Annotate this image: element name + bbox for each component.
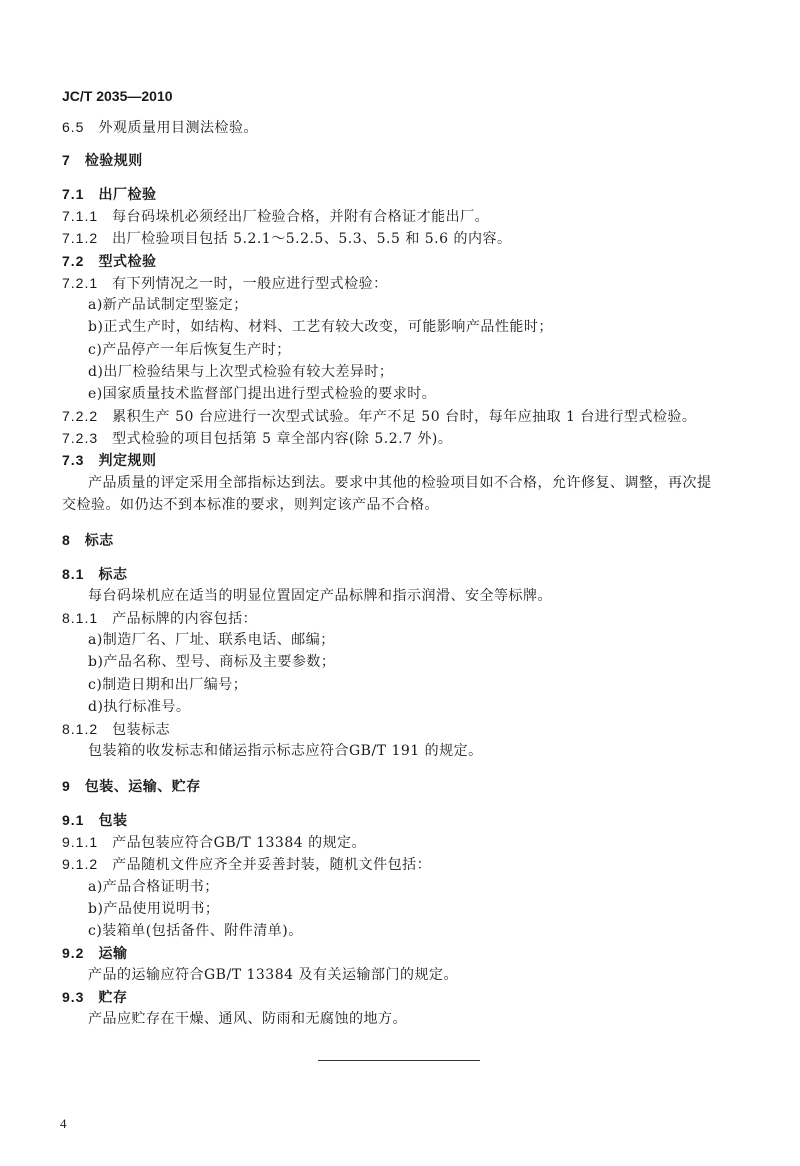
clause-text: 包装标志 <box>112 722 171 738</box>
clause <box>62 720 170 739</box>
list-item <box>88 653 335 671</box>
list-item <box>88 900 219 918</box>
clause-number: 9 <box>62 778 71 794</box>
end-rule <box>318 1060 480 1061</box>
clause-number: 7.1 <box>62 186 85 202</box>
clause <box>62 274 388 293</box>
clause-text: 标志 <box>84 533 114 549</box>
clause-number: 7.2 <box>62 253 85 269</box>
list-item <box>88 878 219 896</box>
clause-text: c)装箱单(包括备件、附件清单)。 <box>88 923 303 939</box>
clause-text: 产品质量的评定采用全部指标达到法。要求中其他的检验项目如不合格，允许修复、调整，再次提 <box>88 475 712 491</box>
paragraph-line <box>88 587 552 605</box>
clause-number: 8.1.2 <box>62 721 99 737</box>
clause-number: 8 <box>62 532 71 548</box>
clause-text: b)正式生产时，如结构、材料、工艺有较大改变，可能影响产品性能时； <box>88 319 553 335</box>
subsection-heading <box>62 451 156 470</box>
clause-text: 包装、运输、贮存 <box>84 779 201 795</box>
clause-text: 交检验。如仍达不到本标准的要求，则判定该产品不合格。 <box>62 497 439 513</box>
clause-text: 产品应贮存在干燥、通风、防雨和无腐蚀的地方。 <box>88 1011 407 1027</box>
clause-text: 产品随机文件应齐全并妥善封装，随机文件包括： <box>112 857 432 873</box>
clause-number: 9.1.2 <box>62 856 99 872</box>
section-heading <box>62 151 143 170</box>
subsection-heading <box>62 944 127 963</box>
paragraph-line <box>88 1010 407 1028</box>
clause-number: 7.1.2 <box>62 230 99 246</box>
clause-number: 7.2.1 <box>62 275 99 291</box>
clause-text: a)新产品试制定型鉴定； <box>88 297 248 313</box>
list-item <box>88 676 247 694</box>
clause-text: c)制造日期和出厂编号； <box>88 677 248 693</box>
clause-text: 包装 <box>98 813 128 829</box>
clause-number: 7.1.1 <box>62 208 99 224</box>
clause-text: 贮存 <box>98 990 128 1006</box>
clause <box>62 407 696 426</box>
clause-text: e)国家质量技术监督部门提出进行型式检验的要求时。 <box>88 386 437 402</box>
clause-text: 判定规则 <box>98 453 157 469</box>
clause-text: 出厂检验 <box>98 187 157 203</box>
clause-text: d)出厂检验结果与上次型式检验有较大差异时； <box>88 364 394 380</box>
clause-text: 检验规则 <box>84 153 143 169</box>
list-item <box>88 363 393 381</box>
list-item <box>88 385 436 403</box>
clause-text: 产品标牌的内容包括： <box>112 611 258 627</box>
clause-number: 6.5 <box>62 119 85 135</box>
clause <box>62 118 258 137</box>
clause-number: 7 <box>62 152 71 168</box>
clause-number: 7.2.3 <box>62 430 99 446</box>
clause-number: 9.3 <box>62 989 85 1005</box>
subsection-heading <box>62 988 127 1007</box>
list-item <box>88 296 248 314</box>
list-item <box>88 341 291 359</box>
clause-number: 9.1.1 <box>62 834 99 850</box>
clause-text: a)制造厂名、厂址、联系电话、邮编； <box>88 632 335 648</box>
clause-number: 8.1 <box>62 566 85 582</box>
clause-text: 出厂检验项目包括 5.2.1～5.2.5、5.3、5.5 和 5.6 的内容。 <box>112 231 512 247</box>
clause-text: b)产品名称、型号、商标及主要参数； <box>88 654 336 670</box>
clause-text: 每台码垛机应在适当的明显位置固定产品标牌和指示润滑、安全等标牌。 <box>88 588 552 604</box>
clause-text: a)产品合格证明书； <box>88 879 219 895</box>
paragraph-line <box>88 742 483 760</box>
list-item <box>88 631 335 649</box>
clause-number: 9.2 <box>62 945 85 961</box>
section-heading <box>62 531 114 550</box>
clause-text: 标志 <box>98 567 128 583</box>
list-item <box>88 318 553 336</box>
subsection-heading <box>62 565 127 584</box>
paragraph-line <box>62 496 439 514</box>
paragraph-line <box>88 966 458 984</box>
section-heading <box>62 777 201 796</box>
clause-number: 7.3 <box>62 452 85 468</box>
clause-text: 外观质量用目测法检验。 <box>98 120 258 136</box>
clause <box>62 855 431 874</box>
clause-text: 型式检验的项目包括第 5 章全部内容(除 5.2.7 外)。 <box>112 431 453 447</box>
subsection-heading <box>62 811 127 830</box>
page-number: 4 <box>60 1116 67 1131</box>
clause <box>62 833 366 852</box>
clause-number: 9.1 <box>62 812 85 828</box>
clause-text: 有下列情况之一时，一般应进行型式检验： <box>112 276 388 292</box>
standard-code-header: JC/T 2035—2010 <box>62 88 173 104</box>
list-item <box>88 922 303 940</box>
clause-text: 累积生产 50 台应进行一次型式试验。年产不足 50 台时，每年应抽取 1 台进行型式检验。 <box>112 409 697 425</box>
clause-text: 产品的运输应符合GB/T 13384 及有关运输部门的规定。 <box>88 967 458 983</box>
subsection-heading <box>62 252 156 271</box>
subsection-heading <box>62 185 156 204</box>
clause-text: 运输 <box>98 946 128 962</box>
clause-number: 8.1.1 <box>62 610 99 626</box>
clause-text: d)执行标准号。 <box>88 699 191 715</box>
clause-text: c)产品停产一年后恢复生产时； <box>88 342 291 358</box>
clause <box>62 609 257 628</box>
clause <box>62 207 489 226</box>
clause-text: 产品包装应符合GB/T 13384 的规定。 <box>112 835 367 851</box>
clause-number: 7.2.2 <box>62 408 99 424</box>
clause <box>62 429 452 448</box>
clause-text: 包装箱的收发标志和储运指示标志应符合GB/T 191 的规定。 <box>88 743 483 759</box>
paragraph-line <box>88 474 712 492</box>
list-item <box>88 698 190 716</box>
clause-text: b)产品使用说明书； <box>88 901 220 917</box>
clause-text: 型式检验 <box>98 254 157 270</box>
clause <box>62 229 511 248</box>
clause-text: 每台码垛机必须经出厂检验合格，并附有合格证才能出厂。 <box>112 209 490 225</box>
